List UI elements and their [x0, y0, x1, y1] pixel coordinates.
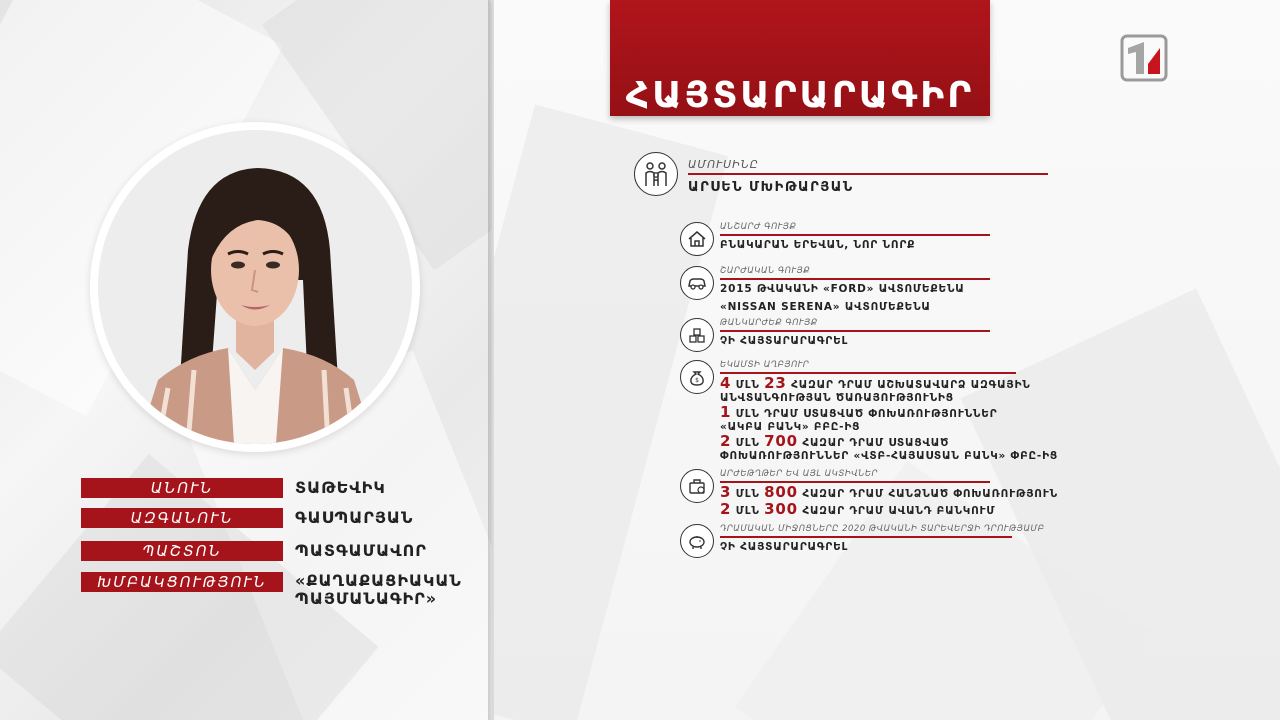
profile-row-name: [81, 478, 495, 498]
entry-value: ԲՆԱԿԱՐԱՆ ԵՐԵՎԱՆ, ՆՈՐ ՆՈՐՔ: [720, 239, 916, 251]
entry-vehicles: [680, 266, 1000, 316]
channel-one-logo-icon: [1120, 34, 1168, 82]
page-title: ՀԱՅՏԱՐԱՐԱԳԻՐ: [625, 74, 975, 116]
entry-assets: [680, 469, 1058, 521]
entry-value: 2015 ԹՎԱԿԱՆԻ «FORD» ԱՎՏՈՄԵՔԵՆԱ: [720, 283, 965, 295]
entry-caption: ԹԱՆԿԱՐԺԵՔ ԳՈՒՅՔ: [720, 318, 818, 328]
house-icon: [680, 222, 714, 256]
profile-label: ՊԱՇՏՈՆ: [81, 541, 283, 561]
entry-caption: ԱՆՇԱՐԺ ԳՈՒՅՔ: [720, 222, 797, 232]
profile-row-position: [81, 541, 495, 561]
income-line-continued: ՓՈԽԱՌՈՒԹՅՈՒՆՆԵՐ «ՎՏԲ-ՀԱՅԱՍՏԱՆ ԲԱՆԿ» ՓԲԸ-ԻՑ: [720, 450, 1058, 462]
income-line-continued: ԱՆՎՏԱՆԳՈՒԹՅԱՆ ԾԱՌԱՅՈՒԹՅՈՒՆԻՑ: [720, 392, 954, 404]
asset-line: 3 ՄԼՆ 800 ՀԱԶԱՐ ԴՐԱՄ ՀԱՆՁՆԱԾ ՓՈԽԱՌՈՒԹՅՈՒՆ: [720, 483, 1058, 501]
portrait-photo: [98, 130, 412, 444]
profile-value: ՊԱՏԳԱՄԱՎՈՐ: [295, 541, 427, 560]
income-line: 1 ՄԼՆ ԴՐԱՄ ՍՏԱՑՎԱԾ ՓՈԽԱՌՈՒԹՅՈՒՆՆԵՐ: [720, 403, 998, 421]
income-line: 2 ՄԼՆ 700 ՀԱԶԱՐ ԴՐԱՄ ՍՏԱՑՎԱԾ: [720, 432, 950, 450]
profile-value: ՏԱԹԵՎԻԿ: [295, 478, 386, 497]
money-bag-icon: [680, 360, 714, 394]
entry-cash: [680, 524, 1060, 564]
profile-label: ԱՆՈՒՆ: [81, 478, 283, 498]
entry-caption: ՇԱՐԺԱԿԱՆ ԳՈՒՅՔ: [720, 266, 811, 276]
spouse-divider: [688, 173, 1048, 175]
profile-value: ԳԱՍՊԱՐՅԱՆ: [295, 508, 414, 527]
entry-valuables: [680, 318, 1000, 358]
entry-value: ՉԻ ՀԱՅՏԱՐԱՐԱԳՐԵԼ: [720, 335, 849, 347]
entry-divider: [720, 278, 990, 280]
briefcase-icon: [680, 469, 714, 503]
entry-divider: [720, 536, 1012, 538]
entry-caption: ԴՐԱՄԱԿԱՆ ՄԻՋՈՑՆԵՐԸ 2020 ԹՎԱԿԱՆԻ ՏԱՐԵՎԵՐՋԻ ԴՐՈՒԹՅԱՄԲ: [720, 524, 1045, 534]
family-icon: [634, 152, 678, 196]
entry-real-estate: [680, 222, 1000, 262]
person-portrait-icon: [98, 130, 412, 444]
entry-value: «NISSAN SERENA» ԱՎՏՈՄԵՔԵՆԱ: [720, 301, 931, 313]
car-icon: [680, 266, 714, 300]
valuables-icon: [680, 318, 714, 352]
profile-label: ԽՄԲԱԿՑՈՒԹՅՈՒՆ: [81, 572, 283, 592]
entry-value: ՉԻ ՀԱՅՏԱՐԱՐԱԳՐԵԼ: [720, 541, 849, 553]
spouse-name: ԱՐՍԵՆ ՄԽԻԹԱՐՅԱՆ: [688, 180, 854, 195]
income-line-continued: «ԱԿԲԱ ԲԱՆԿ» ԲԲԸ-ԻՑ: [720, 421, 861, 433]
profile-label: ԱԶԳԱՆՈՒՆ: [81, 508, 283, 528]
profile-row-faction: [81, 572, 485, 608]
svg-text:$: $: [695, 377, 699, 384]
spouse-caption: ԱՄՈՒՍԻՆԸ: [688, 158, 759, 171]
income-line: 4 ՄԼՆ 23 ՀԱԶԱՐ ԴՐԱՄ ԱՇԽԱՏԱՎԱՐՁ ԱԶԳԱՅԻՆ: [720, 374, 1031, 392]
entry-divider: [720, 481, 990, 483]
entry-caption: ԱՐԺԵԹՂԹԵՐ ԵՎ ԱՅԼ ԱԿՏԻՎՆԵՐ: [720, 469, 878, 479]
asset-line: 2 ՄԼՆ 300 ՀԱԶԱՐ ԴՐԱՄ ԱՎԱՆԴ ԲԱՆԿՈՒՄ: [720, 500, 996, 518]
piggy-bank-icon: [680, 524, 714, 558]
entry-divider: [720, 234, 990, 236]
profile-row-surname: [81, 508, 495, 528]
entry-caption: ԵԿԱՄՏԻ ԱՂԲՅՈՒՐ: [720, 360, 810, 370]
entry-divider: [720, 330, 990, 332]
entry-income: [680, 360, 1058, 468]
profile-value: «ՔԱՂԱՔԱՑԻԱԿԱՆ ՊԱՅՄԱՆԱԳԻՐ»: [295, 571, 462, 608]
